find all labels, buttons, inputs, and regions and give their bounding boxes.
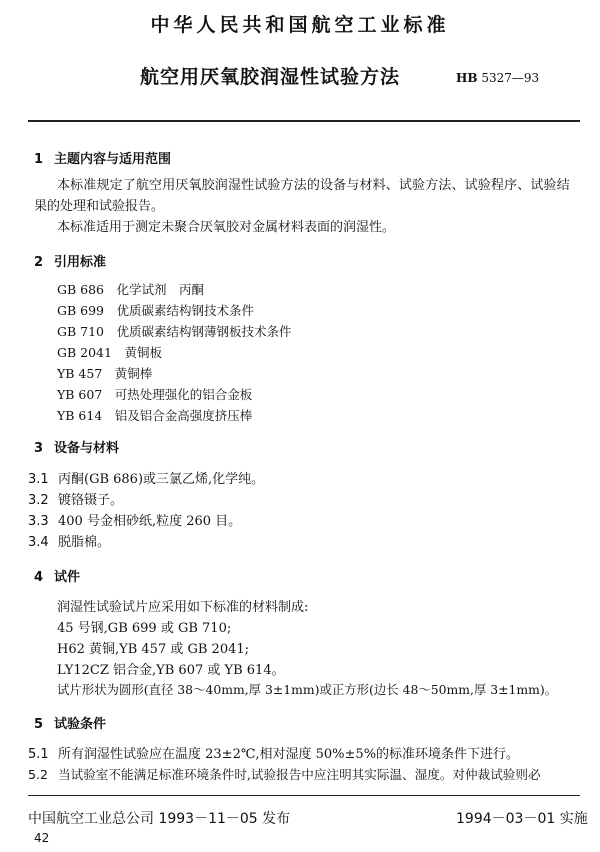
clause-number: 3.3 xyxy=(28,514,49,529)
issue-date: 中国航空工业总公司 1993－11－05 发布 xyxy=(28,811,291,827)
clause-number: 5.2 xyxy=(28,767,49,782)
standard-code-number: 5327—93 xyxy=(481,71,540,85)
section-number: 3 xyxy=(34,441,44,456)
reference-code: YB 457 xyxy=(57,366,103,381)
clause-item xyxy=(28,468,264,487)
clause-item xyxy=(28,489,123,508)
section-3-heading xyxy=(34,437,119,456)
reference-item xyxy=(57,406,252,424)
clause-text: 所有润湿性试验应在温度 23±2℃,相对湿度 50%±5%的标准环境条件下进行。 xyxy=(58,747,520,762)
reference-code: YB 607 xyxy=(57,387,103,402)
clause-number: 3.1 xyxy=(28,472,49,487)
section-title: 试件 xyxy=(54,570,81,585)
clause-item xyxy=(28,510,241,529)
section-title: 引用标准 xyxy=(54,255,107,270)
reference-code: YB 614 xyxy=(57,408,103,423)
paragraph-line: 本标准规定了航空用厌氧胶润湿性试验方法的设备与材料、试验方法、试验程序、试验结 xyxy=(57,178,570,193)
section-number: 1 xyxy=(34,152,44,167)
section-2-heading xyxy=(34,251,106,270)
clause-item xyxy=(28,531,110,550)
reference-name: 黄铜棒 xyxy=(114,366,153,381)
clause-text: 丙酮(GB 686)或三氯乙烯,化学纯。 xyxy=(58,472,265,487)
clause-text: 当试验室不能满足标准环境条件时,试验报告中应注明其实际温、湿度。对仲裁试验则必 xyxy=(58,767,541,782)
clause-text: 脱脂棉。 xyxy=(58,535,111,550)
top-rule xyxy=(28,120,580,122)
standard-code xyxy=(456,71,539,85)
clause-number: 3.4 xyxy=(28,535,49,550)
reference-item xyxy=(57,364,152,382)
paragraph-line: LY12CZ 铝合金,YB 607 或 YB 614。 xyxy=(57,663,285,678)
reference-item xyxy=(57,343,162,361)
paragraph-line: H62 黄铜,YB 457 或 GB 2041; xyxy=(57,642,250,657)
reference-name: 铝及铝合金高强度挤压棒 xyxy=(114,408,253,423)
footer-rule xyxy=(28,795,580,796)
section-number: 4 xyxy=(34,570,44,585)
page-number: 42 xyxy=(34,831,50,845)
clause-number: 5.1 xyxy=(28,747,49,762)
standard-code-prefix: HB xyxy=(456,71,478,85)
reference-code: GB 710 xyxy=(57,324,105,339)
reference-name: 优质碳素结构钢薄钢板技术条件 xyxy=(116,324,292,339)
reference-item xyxy=(57,385,252,403)
section-1-heading xyxy=(34,148,171,167)
clause-text: 镀铬镊子。 xyxy=(58,493,124,508)
reference-name: 优质碳素结构钢技术条件 xyxy=(116,303,255,318)
document-title: 航空用厌氧胶润湿性试验方法 xyxy=(140,66,401,88)
clause-item xyxy=(28,764,541,783)
section-title: 试验条件 xyxy=(54,717,107,732)
section-title: 设备与材料 xyxy=(54,441,120,456)
reference-item xyxy=(57,301,254,319)
reference-code: GB 2041 xyxy=(57,345,112,360)
reference-name: 化学试剂 丙酮 xyxy=(116,282,205,297)
paragraph-line: 果的处理和试验报告。 xyxy=(34,199,165,214)
effective-date: 1994－03－01 实施 xyxy=(456,811,588,827)
reference-name: 黄铜板 xyxy=(124,345,162,360)
paragraph-line: 润湿性试验试片应采用如下标准的材料制成: xyxy=(57,600,309,615)
reference-item xyxy=(57,280,204,298)
section-title: 主题内容与适用范围 xyxy=(54,152,172,167)
section-number: 5 xyxy=(34,717,44,732)
reference-code: GB 686 xyxy=(57,282,105,297)
section-4-heading xyxy=(34,566,80,585)
reference-name: 可热处理强化的铝合金板 xyxy=(114,387,253,402)
reference-code: GB 699 xyxy=(57,303,105,318)
clause-text: 400 号金相砂纸,粒度 260 目。 xyxy=(58,514,242,529)
paragraph-line: 试片形状为圆形(直径 38～40mm,厚 3±1mm)或正方形(边长 48～50mm,厚 3±1mm)。 xyxy=(57,682,558,697)
clause-number: 3.2 xyxy=(28,493,49,508)
section-number: 2 xyxy=(34,255,44,270)
org-standard-title: 中华人民共和国航空工业标准 xyxy=(150,14,450,36)
reference-item xyxy=(57,322,292,340)
clause-item xyxy=(28,743,519,762)
paragraph-line: 本标准适用于测定未聚合厌氧胶对金属材料表面的润湿性。 xyxy=(57,220,396,235)
paragraph-line: 45 号钢,GB 699 或 GB 710; xyxy=(57,621,232,636)
section-5-heading xyxy=(34,713,106,732)
